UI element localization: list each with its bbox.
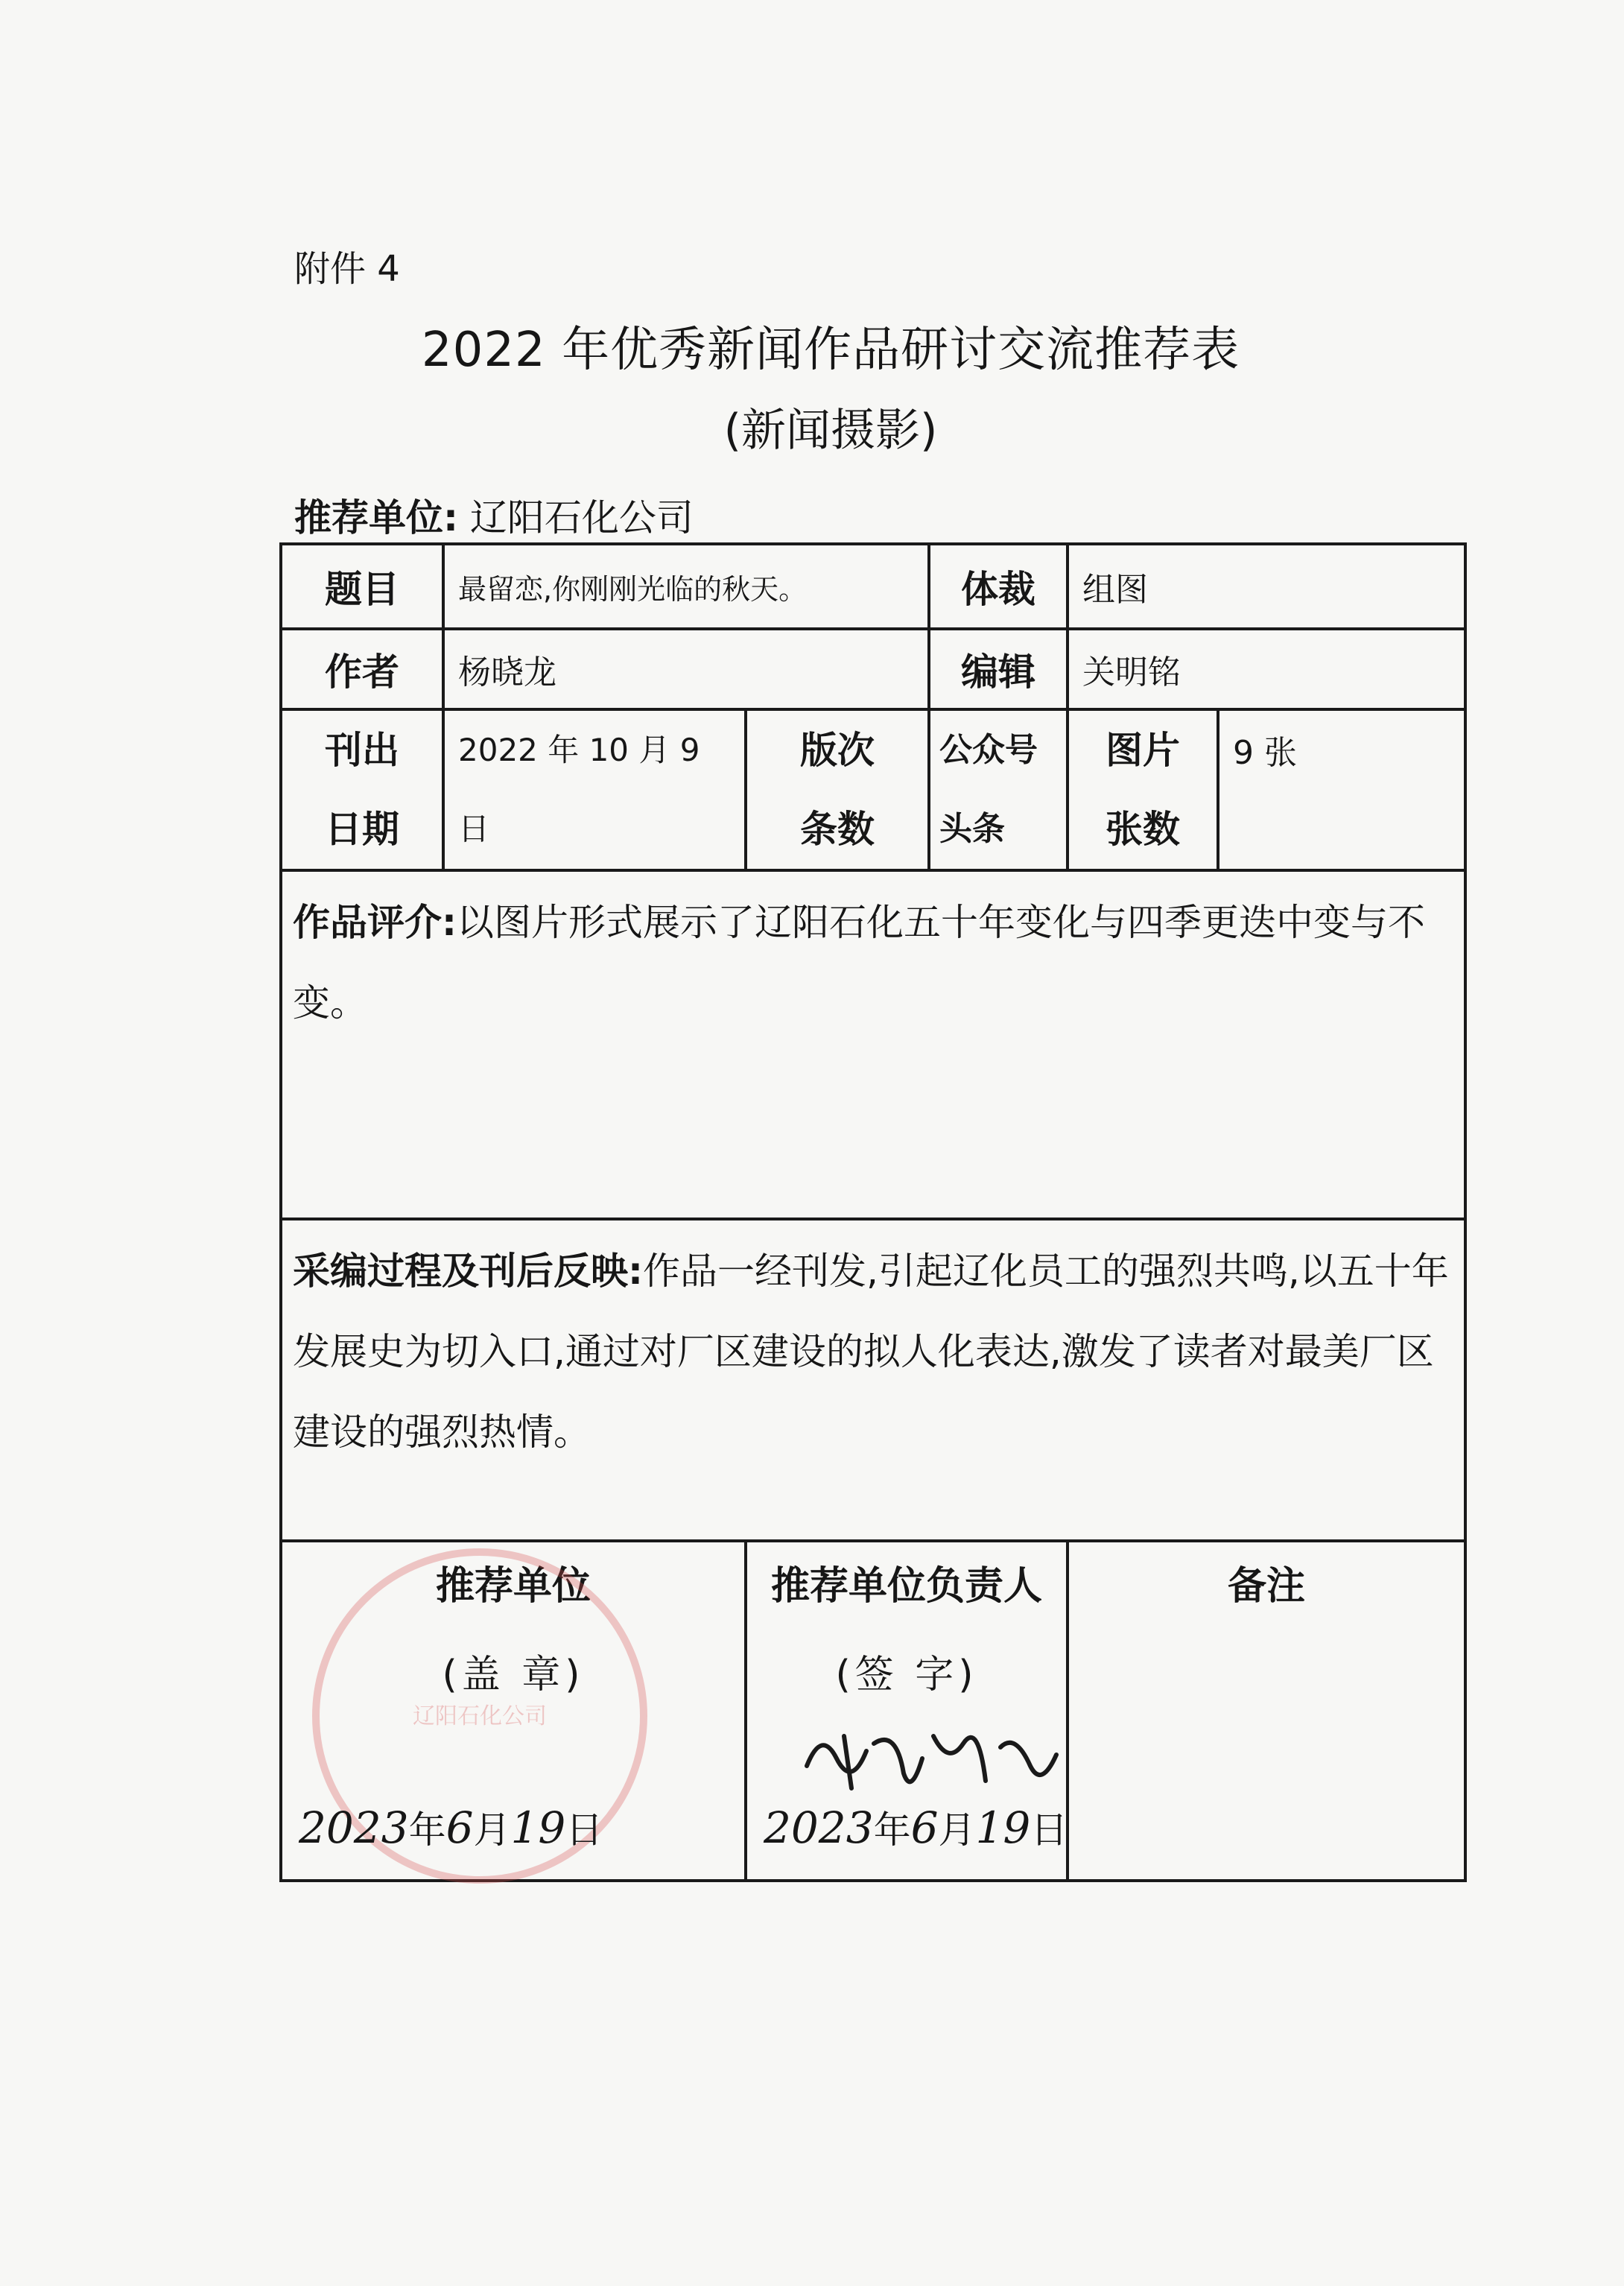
unit-date-year: 2023 xyxy=(299,1802,409,1853)
month-char: 月 xyxy=(473,1808,511,1852)
person-sub: (签 字) xyxy=(835,1653,978,1697)
person-date-month: 6 xyxy=(910,1802,939,1853)
pub-date-label xyxy=(281,709,443,870)
month-char: 月 xyxy=(938,1808,976,1852)
remark-heading: 备注 xyxy=(1227,1564,1305,1609)
form-row-publication xyxy=(281,709,1465,870)
unit-date-month: 6 xyxy=(445,1802,474,1853)
title-label: 题目 xyxy=(281,544,443,629)
unit-stamp-cell xyxy=(281,1541,746,1881)
person-date-day: 19 xyxy=(975,1802,1031,1853)
editor-label: 编辑 xyxy=(929,629,1068,709)
author-value: 杨晓龙 xyxy=(443,629,929,709)
person-signature-cell xyxy=(746,1541,1068,1881)
process-text: 作品一经刊发,引起辽化员工的强烈共鸣,以五十年发展史为切入口,通过对厂区建设的拟人化表达,激发了读者对最美厂区建设的强烈热情。 xyxy=(293,1250,1449,1454)
form-row-author xyxy=(281,629,1465,709)
page-title: 2022 年优秀新闻作品研讨交流推荐表 xyxy=(421,323,1240,378)
genre-label: 体裁 xyxy=(929,544,1068,629)
year-char: 年 xyxy=(408,1808,446,1852)
process-cell xyxy=(281,1219,1465,1541)
unit-stamp-heading: 推荐单位 xyxy=(435,1564,591,1609)
unit-stamp-sub: (盖 章) xyxy=(442,1653,585,1697)
review-label: 作品评介: xyxy=(293,901,457,944)
unit-stamp-date xyxy=(299,1800,603,1854)
photo-count-label xyxy=(1068,709,1218,870)
form-row-review xyxy=(281,870,1465,1219)
person-signature-date xyxy=(764,1800,1068,1854)
photo-count-label-line1: 图片 xyxy=(1106,729,1180,772)
person-date-year: 2023 xyxy=(764,1802,874,1853)
remark-cell xyxy=(1068,1541,1465,1881)
pub-date-label-line1: 刊出 xyxy=(325,729,399,772)
edition-value xyxy=(929,709,1068,870)
recommending-unit-label: 推荐单位: xyxy=(294,496,458,539)
process-label: 采编过程及刊后反映: xyxy=(293,1250,643,1293)
day-char: 日 xyxy=(565,1808,603,1852)
recommendation-form xyxy=(279,542,1467,1882)
title-value: 最留恋,你刚刚光临的秋天。 xyxy=(443,544,929,629)
attachment-label: 附件 4 xyxy=(294,248,400,290)
review-text: 以图片形式展示了辽阳石化五十年变化与四季更迭中变与不变。 xyxy=(293,901,1425,1025)
review-cell xyxy=(281,870,1465,1219)
form-row-signatures xyxy=(281,1541,1465,1881)
editor-value: 关明铭 xyxy=(1068,629,1465,709)
edition-value-line1: 公众号 xyxy=(939,731,1038,769)
genre-value: 组图 xyxy=(1068,544,1465,629)
year-char: 年 xyxy=(873,1808,911,1852)
photo-count-value: 9 张 xyxy=(1218,709,1465,870)
stamp-text: 辽阳石化公司 xyxy=(413,1703,547,1729)
pub-date-label-line2: 日期 xyxy=(325,808,399,851)
day-char: 日 xyxy=(1030,1808,1068,1852)
form-row-title xyxy=(281,544,1465,629)
edition-label-line1: 版次 xyxy=(800,729,875,772)
author-label: 作者 xyxy=(281,629,443,709)
unit-date-day: 19 xyxy=(510,1802,566,1853)
person-heading: 推荐单位负责人 xyxy=(770,1564,1042,1609)
recommending-unit-line xyxy=(294,488,694,542)
form-row-process xyxy=(281,1219,1465,1541)
edition-value-line2: 头条 xyxy=(939,810,1005,848)
edition-label xyxy=(746,709,929,870)
page-subtitle: (新闻摄影) xyxy=(723,405,938,457)
photo-count-label-line2: 张数 xyxy=(1106,808,1180,851)
handwritten-signature-icon xyxy=(792,1714,1075,1803)
pub-date-value-line2: 日 xyxy=(458,811,490,847)
recommending-unit-value: 辽阳石化公司 xyxy=(469,496,694,539)
edition-label-line2: 条数 xyxy=(800,808,875,851)
pub-date-value xyxy=(443,709,746,870)
pub-date-value-line1: 2022 年 10 月 9 xyxy=(458,732,700,768)
